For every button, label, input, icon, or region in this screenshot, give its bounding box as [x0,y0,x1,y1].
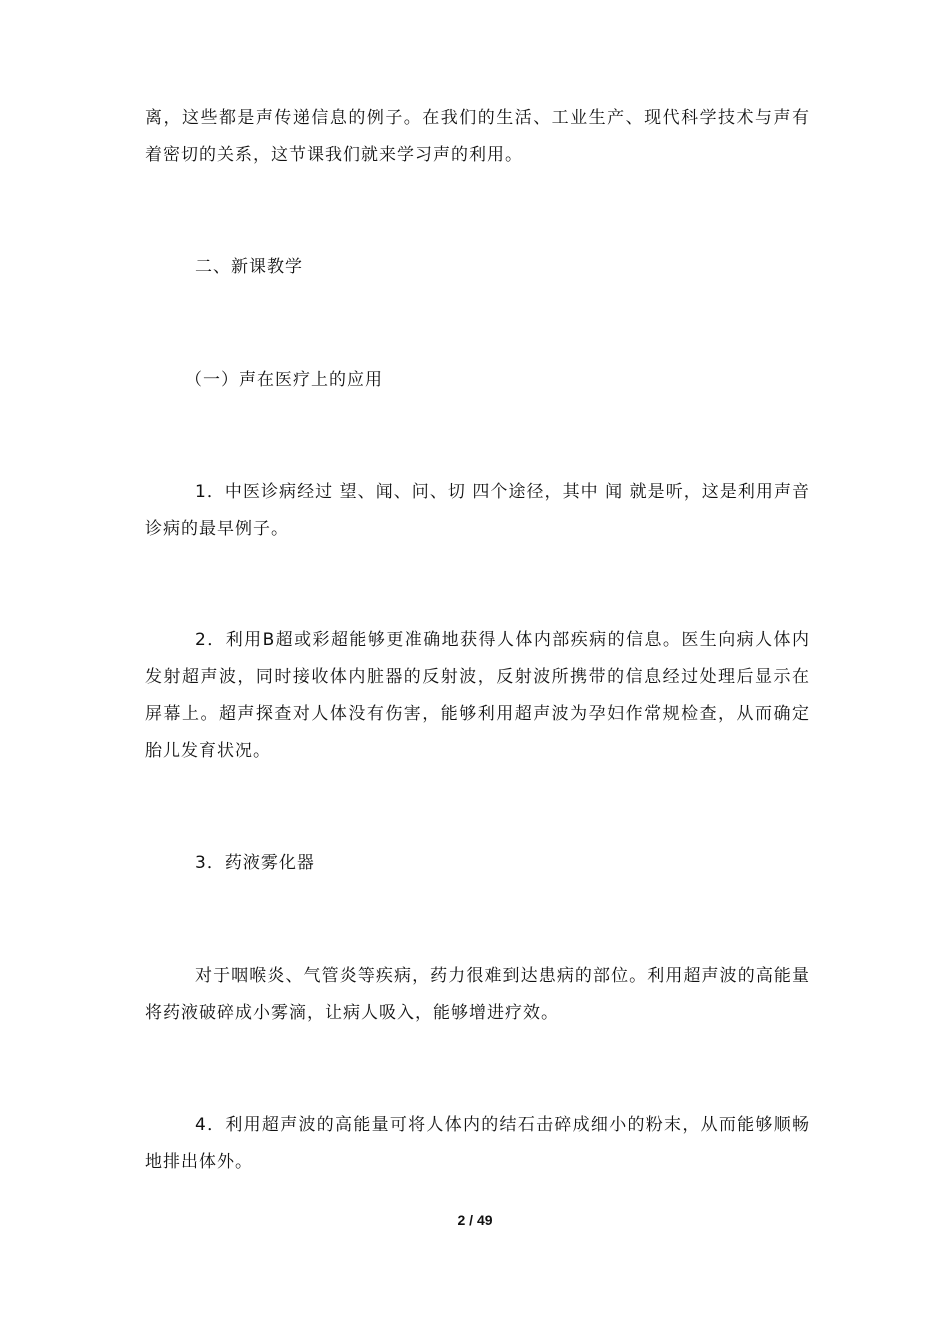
item-3-body-paragraph: 对于咽喉炎、气管炎等疾病，药力很难到达患病的部位。利用超声波的高能量将药液破碎成小雾滴，让病人吸入，能够增进疗效。 [145,966,810,1023]
intro-continued-paragraph: 离，这些都是声传递信息的例子。在我们的生活、工业生产、现代科学技术与声有着密切的关系，这节课我们就来学习声的利用。 [145,108,810,165]
page-number: 2 / 49 [457,1212,493,1228]
section-heading: 二、新课教学 [195,257,303,277]
subsection-heading: （一）声在医疗上的应用 [185,370,383,390]
item-3-heading: 3．药液雾化器 [195,853,315,873]
item-4-paragraph: 4．利用超声波的高能量可将人体内的结石击碎成细小的粉末，从而能够顺畅地排出体外。 [145,1115,810,1172]
item-2-paragraph: 2．利用B超或彩超能够更准确地获得人体内部疾病的信息。医生向病人体内发射超声波，同时接收体内脏器的反射波，反射波所携带的信息经过处理后显示在屏幕上。超声探查对人体没有伤害，能够利用超声波为孕妇作常规检查，从而确定胎儿发育状况。 [145,630,810,761]
item-1-paragraph: 1．中医诊病经过 望、闻、问、切 四个途径，其中 闻 就是听，这是利用声音诊病的最早例子。 [145,482,810,539]
